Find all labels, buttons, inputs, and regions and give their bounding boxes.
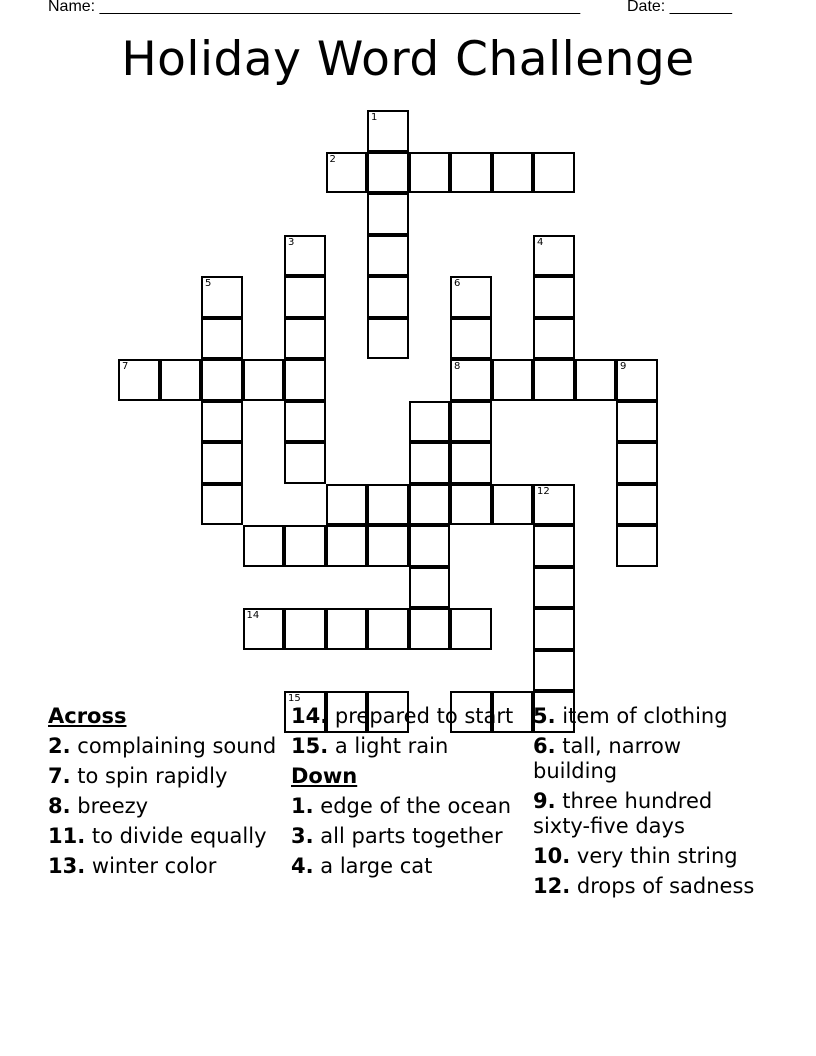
grid-cell[interactable] [533,484,575,526]
across-heading: Across [48,704,127,728]
grid-cell[interactable] [326,608,368,650]
cell-number: 3 [288,236,295,248]
clue-number: 10. [533,844,571,868]
name-field[interactable]: Name: ______________________________________________________ [48,0,581,15]
clue-down-12 [533,874,765,899]
clue-number: 3. [291,824,314,848]
grid-cell[interactable] [201,359,243,401]
date-field[interactable]: Date: _______ [627,0,732,15]
grid-cell[interactable] [450,359,492,401]
grid-cell[interactable] [533,608,575,650]
grid-cell[interactable] [450,276,492,318]
grid-cell[interactable] [201,484,243,526]
clue-across-15 [291,734,523,759]
clue-column-1 [48,704,280,884]
grid-cell[interactable] [575,359,617,401]
grid-cell[interactable] [284,318,326,360]
grid-cell[interactable] [533,318,575,360]
clue-text: breezy [77,794,149,818]
clue-down-1 [291,794,523,819]
clue-number: 11. [48,824,86,848]
grid-cell[interactable] [284,525,326,567]
clue-text: very thin string [576,844,738,868]
clue-down-5 [533,704,765,729]
clue-text: a large cat [320,854,433,878]
clue-down-3 [291,824,523,849]
clue-across-7 [48,764,280,789]
grid-cell[interactable] [409,608,451,650]
clue-down-6 [533,734,765,784]
grid-cell[interactable] [326,525,368,567]
grid-cell[interactable] [367,193,409,235]
grid-cell[interactable] [450,152,492,194]
cell-number: 12 [537,485,550,497]
grid-cell[interactable] [201,442,243,484]
clue-column-2 [291,704,523,884]
clue-down-10 [533,844,765,869]
grid-cell[interactable] [409,484,451,526]
grid-cell[interactable] [492,152,534,194]
cell-number: 1 [371,112,378,123]
cell-number: 14 [246,610,260,621]
clue-text: drops of sadness [576,874,755,898]
grid-cell[interactable] [409,567,451,609]
clue-number: 8. [48,794,71,818]
clue-number: 2. [48,734,71,758]
page-title: Holiday Word Challenge [121,32,695,87]
clue-down-4 [291,854,523,879]
grid-cell[interactable] [450,484,492,526]
cell-number: 6 [454,278,461,289]
cell-number: 2 [329,153,336,165]
grid-cell[interactable] [367,152,409,194]
grid-cell[interactable] [533,276,575,318]
grid-cell[interactable] [284,235,326,277]
clue-text: three hundred sixty-five days [533,789,713,838]
clue-down-9 [533,789,765,839]
grid-cell[interactable] [284,401,326,443]
grid-cell[interactable] [492,484,534,526]
cell-number: 7 [122,361,129,372]
grid-cell[interactable] [616,401,658,443]
grid-cell[interactable] [367,276,409,318]
clue-text: complaining sound [77,734,277,758]
grid-cell[interactable] [450,608,492,650]
clue-text: to divide equally [91,824,267,848]
grid-cell[interactable] [326,152,368,194]
clue-number: 13. [48,854,86,878]
grid-cell[interactable] [409,525,451,567]
grid-cell[interactable] [367,318,409,360]
grid-cell[interactable] [367,525,409,567]
grid-cell[interactable] [616,359,658,401]
grid-cell[interactable] [284,276,326,318]
clue-across-11 [48,824,280,849]
clue-across-2 [48,734,280,759]
clue-number: 4. [291,854,314,878]
grid-cell[interactable] [533,152,575,194]
clue-text: all parts together [320,824,503,848]
clue-text: item of clothing [562,704,728,728]
cell-number: 9 [620,361,627,372]
grid-cell[interactable] [409,152,451,194]
grid-cell[interactable] [450,442,492,484]
grid-cell[interactable] [367,235,409,277]
grid-cell[interactable] [160,359,202,401]
grid-cell[interactable] [367,110,409,152]
cell-number: 5 [205,278,212,289]
grid-cell[interactable] [201,401,243,443]
clue-text: edge of the ocean [320,794,512,818]
clue-text: a light rain [334,734,449,758]
clue-number: 7. [48,764,71,788]
grid-cell[interactable] [533,235,575,277]
grid-cell[interactable] [409,442,451,484]
clue-text: prepared to start [334,704,514,728]
down-heading: Down [291,764,358,788]
grid-cell[interactable] [118,359,160,401]
grid-cell[interactable] [409,401,451,443]
clue-number: 15. [291,734,329,758]
clue-number: 1. [291,794,314,818]
clue-text: to spin rapidly [77,764,228,788]
clue-number: 14. [291,704,329,728]
grid-cell[interactable] [450,401,492,443]
grid-cell[interactable] [201,276,243,318]
grid-cell[interactable] [326,484,368,526]
clue-text: tall, narrow building [533,734,682,783]
clue-number: 6. [533,734,556,758]
cell-number: 15 [288,693,301,704]
grid-cell[interactable] [533,525,575,567]
grid-cell[interactable] [367,608,409,650]
clue-across-8 [48,794,280,819]
grid-cell[interactable] [284,608,326,650]
grid-cell[interactable] [201,318,243,360]
clue-column-3 [533,704,765,904]
grid-cell[interactable] [243,525,285,567]
clue-number: 5. [533,704,556,728]
clue-text: winter color [91,854,217,878]
grid-cell[interactable] [492,359,534,401]
grid-cell[interactable] [616,525,658,567]
clue-number: 9. [533,789,556,813]
grid-cell[interactable] [533,359,575,401]
grid-cell[interactable] [533,650,575,692]
grid-cell[interactable] [284,442,326,484]
grid-cell[interactable] [450,318,492,360]
clue-number: 12. [533,874,571,898]
grid-cell[interactable] [243,359,285,401]
cell-number: 8 [454,361,461,372]
grid-cell[interactable] [533,567,575,609]
grid-cell[interactable] [616,442,658,484]
cell-number: 4 [537,236,544,248]
clue-across-14 [291,704,523,729]
clue-across-13 [48,854,280,879]
grid-cell[interactable] [367,484,409,526]
grid-cell[interactable] [243,608,285,650]
grid-cell[interactable] [616,484,658,526]
grid-cell[interactable] [284,359,326,401]
